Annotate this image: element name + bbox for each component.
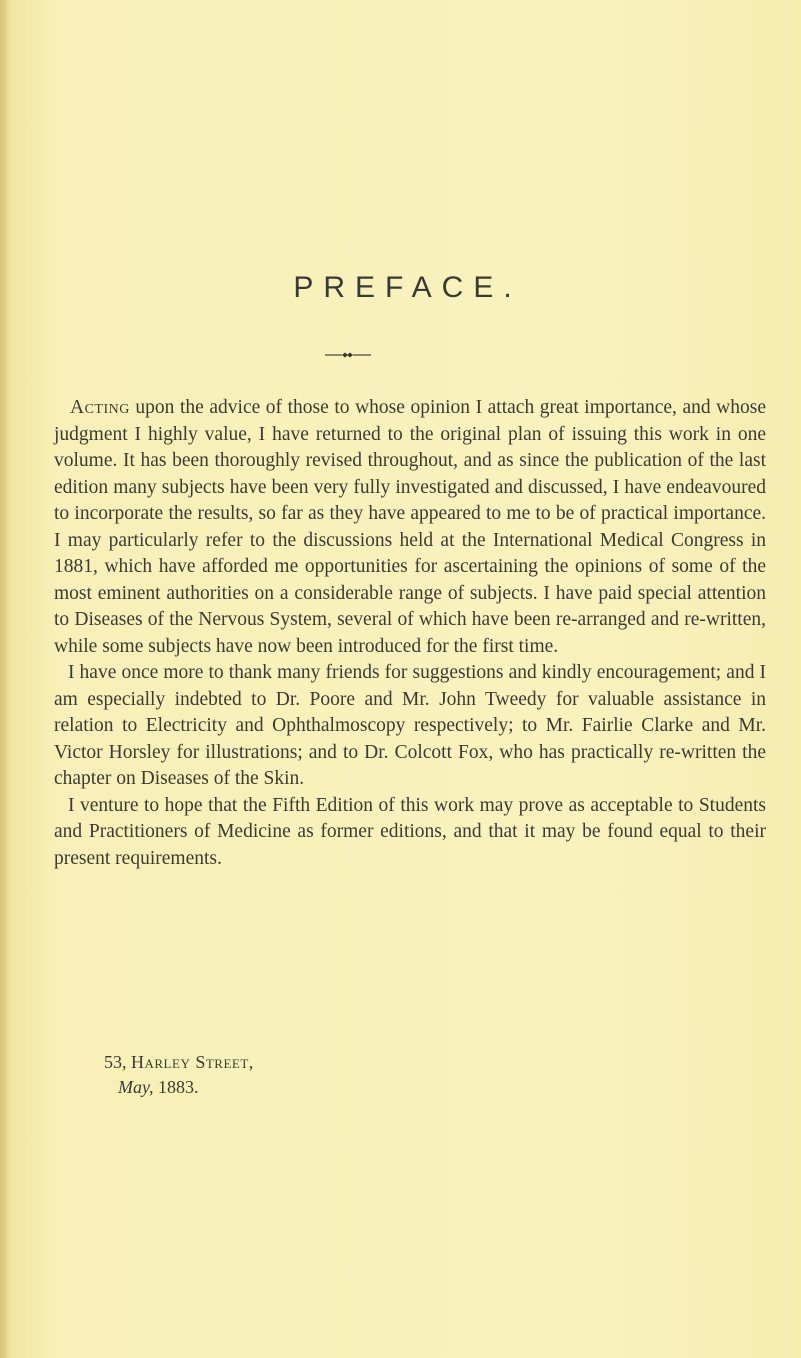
signature-date	[104, 1075, 254, 1100]
paragraph-3	[54, 793, 766, 873]
date-month: May,	[118, 1077, 154, 1097]
date-year: 1883.	[158, 1077, 199, 1097]
paragraph-text: upon the advice of those to whose opinion I attach great importance, and whose judgment I highly value, I have returned to the original plan of issuing this work in one volume. It has been thoroughly revised throughout, and as since the publication of the last edition many subjects have been very fully investigated and discussed, I have endeavoured to incorporate the results, so far as they have appeared to me to be of practical importance. I may particularly refer to the discussions held at the International Medical Congress in 1881, which have afforded me opportunities for ascertaining the opinions of some of the most eminent authorities on a considerable range of subjects. I have paid special attention to Diseases of the Nervous System, several of which have been re-arranged and re-written, while some subjects have now been introduced for the first time.	[54, 397, 766, 657]
paragraph-2	[54, 660, 766, 793]
preface-heading: PREFACE.	[293, 271, 522, 304]
address-number: 53,	[104, 1052, 127, 1072]
preface-body	[54, 395, 766, 872]
page-gutter-shadow	[0, 0, 10, 1358]
ornament-rule-icon	[325, 350, 371, 360]
paragraph-text: I have once more to thank many friends for suggestions and kindly encouragement; and I am especially indebted to Dr. Poore and Mr. John Tweedy for valuable assistance in relation to Electricity and Ophthalmoscopy respectively; to Mr. Fairlie Clarke and Mr. Victor Horsley for illustrations; and to Dr. Colcott Fox, who has practically re-written the chapter on Diseases of the Skin.	[54, 662, 766, 789]
paragraph-1	[54, 395, 766, 660]
paragraph-lead-word: Acting	[70, 397, 130, 418]
address-street: Harley Street,	[131, 1052, 254, 1072]
paragraph-text: I venture to hope that the Fifth Edition of this work may prove as acceptable to Students and Practitioners of Medicine as former editions, and that it may be found equal to their present requirements.	[54, 794, 766, 869]
signature-address	[104, 1050, 254, 1075]
signature-block	[104, 1050, 254, 1100]
